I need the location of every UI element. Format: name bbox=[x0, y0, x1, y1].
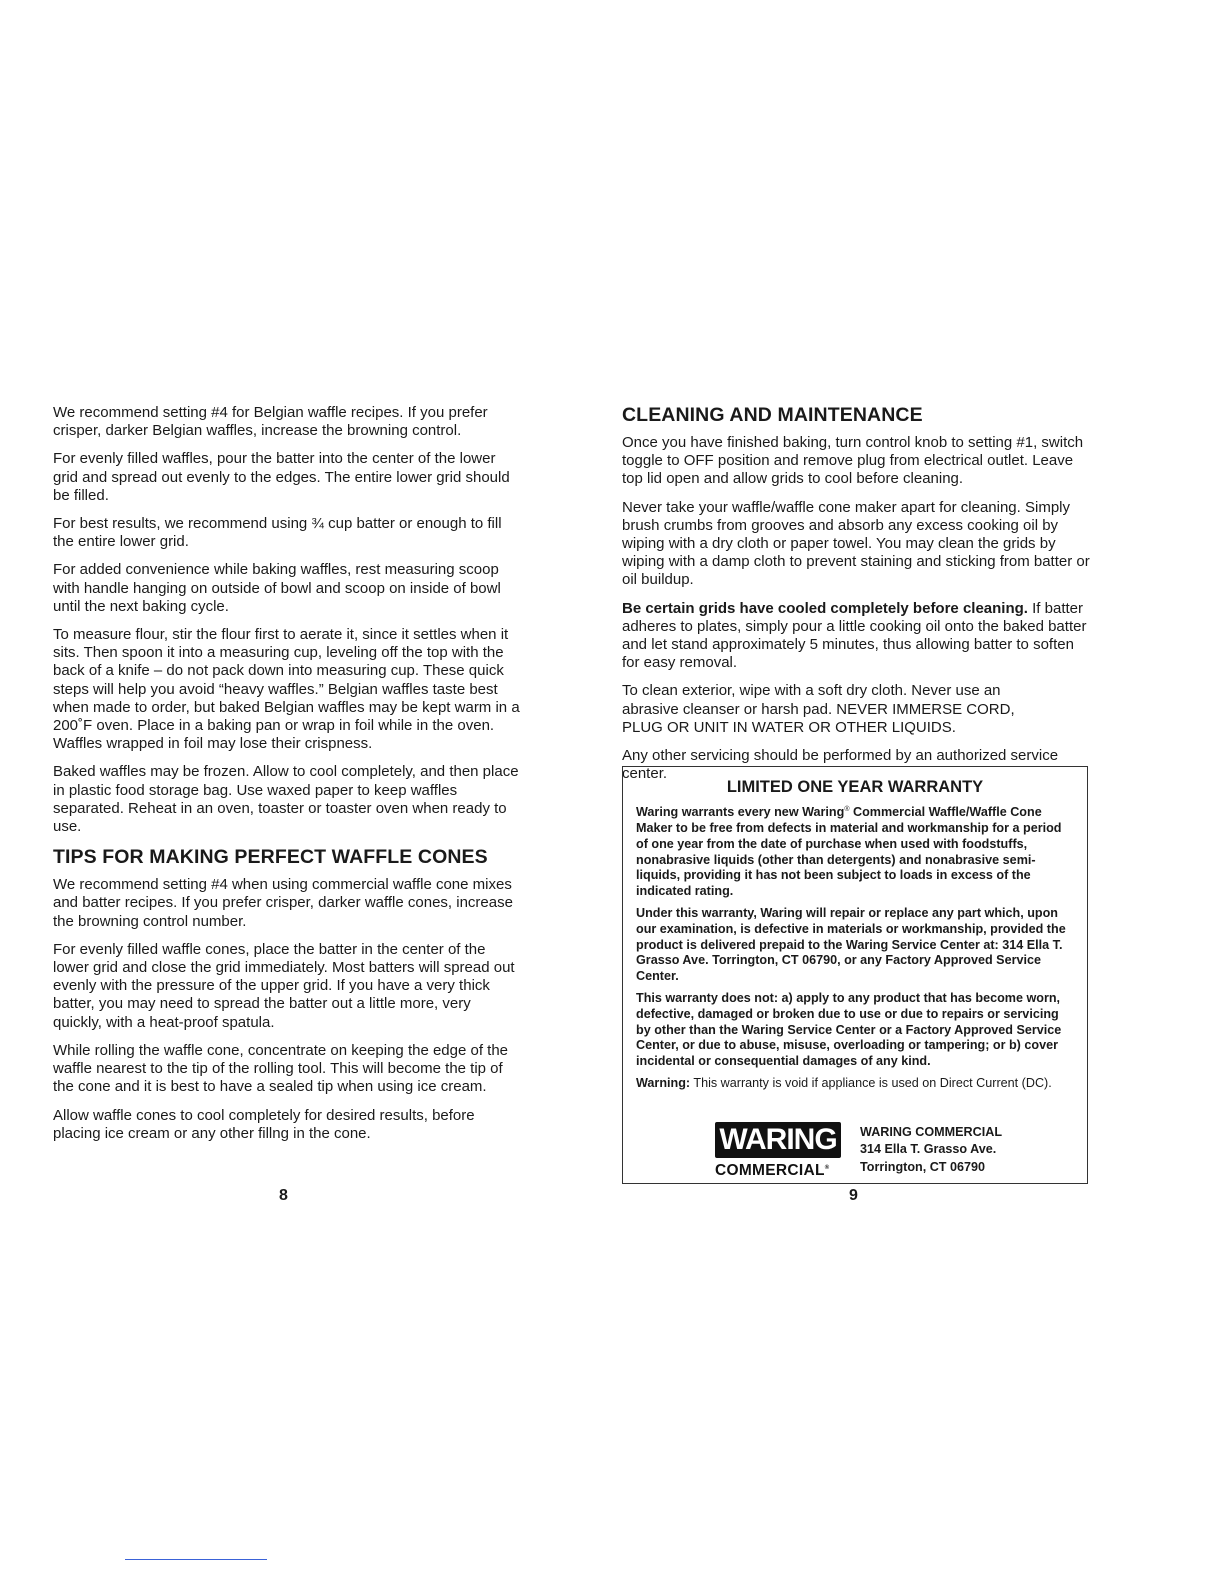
warranty-paragraph: Under this warranty, Waring will repair or replace any part which, upon our examination, is defective in materials or workmanship, provided the product is delivered prepaid to the Waring Service Center at: 314 Ella T. Grasso Ave. Torrington, CT 06790, or any Factory Approved Service Center. bbox=[636, 905, 1066, 984]
address-line: Torrington, CT 06790 bbox=[860, 1159, 986, 1174]
logo-wordmark: COMMERCIAL bbox=[715, 1162, 825, 1180]
paragraph: We recommend setting #4 when using commercial waffle cone mixes and batter recipes. If you prefer crisper, darker waffle cones, increase the browning control number. bbox=[53, 876, 513, 930]
warranty-text: Waring warrants every new Waring bbox=[636, 805, 845, 820]
line: PLUG OR UNIT IN WATER OR OTHER LIQUIDS. bbox=[622, 718, 956, 736]
paragraph: For added convenience while baking waffles, rest measuring scoop with handle hanging on outside of bowl and scoop on inside of bowl until the next baking cycle. bbox=[53, 561, 501, 615]
paragraph: For best results, we recommend using ¾ cup batter or enough to fill the entire lower grid. bbox=[53, 515, 502, 551]
paragraph: For evenly filled waffle cones, place the batter in the center of the lower grid and close the grid immediately. Most batters will spread out evenly with the pressure of the upper grid. If you have a very thick batter, you may need to spread the batter out a little more, very quickly, with a heat-proof spatula. bbox=[53, 940, 515, 1031]
paragraph bbox=[622, 600, 1090, 673]
bottom-rule bbox=[125, 1559, 267, 1560]
warranty-paragraph bbox=[636, 802, 1074, 900]
warning-text: This warranty is void if appliance is used on Direct Current (DC). bbox=[690, 1075, 1052, 1090]
right-column bbox=[622, 404, 1090, 793]
waring-logo-top: WARING bbox=[715, 1122, 841, 1158]
page-number-right: 9 bbox=[849, 1187, 858, 1204]
warranty-text: Commercial Waffle/Waffle Cone Maker to be free from defects in material and workmanship for a period of one year from the date of purchase when used with foodstuffs, nonabrasive liquids (other than detergents) and nonabrasive semi-liquids, providing it has not been subject to loads in excess of the indicated rating. bbox=[636, 805, 1062, 899]
left-column bbox=[53, 404, 523, 1153]
waring-logo-bottom bbox=[715, 1158, 847, 1181]
paragraph: We recommend setting #4 for Belgian waffle recipes. If you prefer crisper, darker Belgian waffles, increase the browning control. bbox=[53, 404, 488, 440]
registered-mark: ® bbox=[844, 806, 850, 813]
warranty-paragraph bbox=[636, 1076, 1074, 1092]
paragraph: Once you have finished baking, turn control knob to setting #1, switch toggle to OFF position and remove plug from electrical outlet. Leave top lid open and allow grids to cool before cleaning. bbox=[622, 434, 1084, 488]
paragraph: Any other servicing should be performed by an authorized service center. bbox=[622, 747, 1059, 783]
paragraph: Baked waffles may be frozen. Allow to cool completely, and then place in plastic food storage bag. Use waxed paper to keep waffles separated. Reheat in an oven, toaster or toaster oven when ready to use. bbox=[53, 763, 519, 836]
warranty-box bbox=[622, 766, 1088, 1184]
warranty-paragraph: This warranty does not: a) apply to any product that has become worn, defective, damaged or broken due to use or due to repairs or servicing by other than the Waring Service Center or a Factory Approved Service Center, or due to abuse, misuse, overloading or tampering; or b) cover incidental or consequential damages of any kind. bbox=[636, 990, 1062, 1069]
paragraph bbox=[622, 682, 1090, 737]
bold-warning: Be certain grids have cooled completely before cleaning. bbox=[622, 599, 1028, 617]
cleaning-heading: CLEANING AND MAINTENANCE bbox=[622, 404, 923, 426]
line: To clean exterior, wipe with a soft dry cloth. Never use an bbox=[622, 682, 1001, 700]
tips-heading: TIPS FOR MAKING PERFECT WAFFLE CONES bbox=[53, 846, 488, 869]
line: abrasive cleanser or harsh pad. NEVER IMMERSE CORD, bbox=[622, 700, 1015, 718]
address-line: 314 Ella T. Grasso Ave. bbox=[860, 1142, 997, 1157]
paragraph-text: If batter adheres to plates, simply pour a little cooking oil onto the baked batter and let stand approximately 5 minutes, thus allowing batter to soften for easy removal. bbox=[622, 599, 1087, 672]
paragraph: For evenly filled waffles, pour the batter into the center of the lower grid and spread out evenly to the edges. The entire lower grid should be filled. bbox=[53, 450, 510, 504]
page-number-left: 8 bbox=[279, 1187, 288, 1204]
paragraph: To measure flour, stir the flour first to aerate it, since it settles when it sits. Then spoon it into a measuring cup, leveling off the top with the back of a knife – do not pack down into measuring cup. These quick steps will help you avoid “heavy waffles.” Belgian waffles taste best when made to order, but baked Belgian waffles may be kept warm in a 200˚F oven. Place in a baking pan or wrap in foil while in the oven. Waffles wrapped in foil may lose their crispness. bbox=[53, 626, 520, 753]
company-address bbox=[860, 1124, 1002, 1176]
paragraph: Never take your waffle/waffle cone maker apart for cleaning. Simply brush crumbs from grooves and absorb any excess cooking oil by wiping with a dry cloth or paper towel. You may clean the grids by wiping with a damp cloth to prevent staining and sticking from batter or oil buildup. bbox=[622, 498, 1090, 589]
warranty-title: LIMITED ONE YEAR WARRANTY bbox=[726, 778, 984, 796]
warning-label: Warning: bbox=[636, 1075, 691, 1090]
paragraph: While rolling the waffle cone, concentrate on keeping the edge of the waffle nearest to the tip of the rolling tool. This will become the tip of the cone and it is best to have a sealed tip when using ice cream. bbox=[53, 1041, 509, 1096]
address-line: WARING COMMERCIAL bbox=[860, 1125, 1003, 1139]
paragraph: Allow waffle cones to cool completely for desired results, before placing ice cream or any other fillng in the cone. bbox=[53, 1106, 475, 1142]
logo-registered-mark: ® bbox=[824, 1165, 830, 1171]
